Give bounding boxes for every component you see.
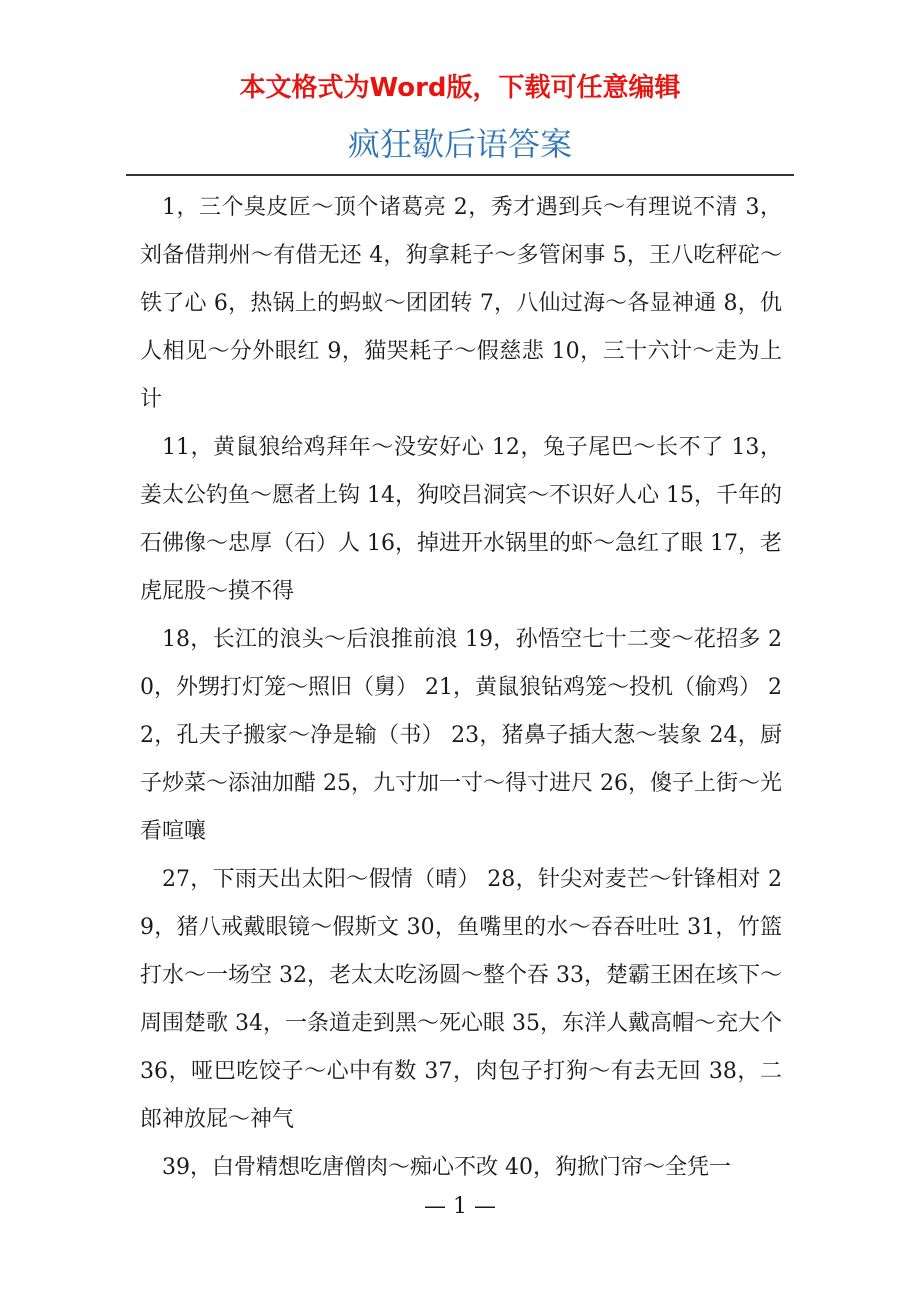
paragraph-3: 18，长江的浪头～后浪推前浪 19，孙悟空七十二变～花招多 20，外甥打灯笼～照旧（舅） 21，黄鼠狼钻鸡笼～投机（偷鸡） 22，孔夫子搬家～净是输（书） 23，猪鼻子插大葱～装象 24，厨子炒菜～添油加醋 25，九寸加一寸～得寸进尺 26，傻子上街～光看喧嚷 — [140, 627, 782, 844]
paragraph-1: 1，三个臭皮匠～顶个诸葛亮 2，秀才遇到兵～有理说不清 3，刘备借荆州～有借无还 4，狗拿耗子～多管闲事 5，王八吃秤砣～铁了心 6，热锅上的蚂蚁～团团转 7，八仙过海～各显神通 8，仇人相见～分外眼红 9，猫哭耗子～假慈悲 10，三十六计～走为上计 — [140, 195, 782, 412]
title-divider — [126, 174, 794, 176]
document-title: 疯狂歇后语答案 — [347, 125, 572, 163]
download-notice: 本文格式为Word版，下载可任意编辑 — [239, 73, 681, 103]
page-number: — 1 — — [424, 1194, 496, 1219]
paragraph-5: 39，白骨精想吃唐僧肉～痴心不改 40，狗掀门帘～全凭一 — [162, 1155, 731, 1180]
document-body — [140, 184, 782, 1192]
paragraph-4: 27，下雨天出太阳～假情（晴） 28，针尖对麦芒～针锋相对 29，猪八戒戴眼镜～假斯文 30，鱼嘴里的水～吞吞吐吐 31，竹篮打水～一场空 32，老太太吃汤圆～整个吞 33，楚霸王困在垓下～周围楚歌 34，一条道走到黑～死心眼 35，东洋人戴高帽～充大个 36，哑巴吃饺子～心中有数 37，肉包子打狗～有去无回 38，二郎神放屁～神气 — [140, 867, 782, 1132]
paragraph-2: 11，黄鼠狼给鸡拜年～没安好心 12，兔子尾巴～长不了 13，姜太公钓鱼～愿者上钩 14，狗咬吕洞宾～不识好人心 15，千年的石佛像～忠厚（石）人 16，掉进开水锅里的虾～急红了眼 17，老虎屁股～摸不得 — [140, 435, 782, 604]
